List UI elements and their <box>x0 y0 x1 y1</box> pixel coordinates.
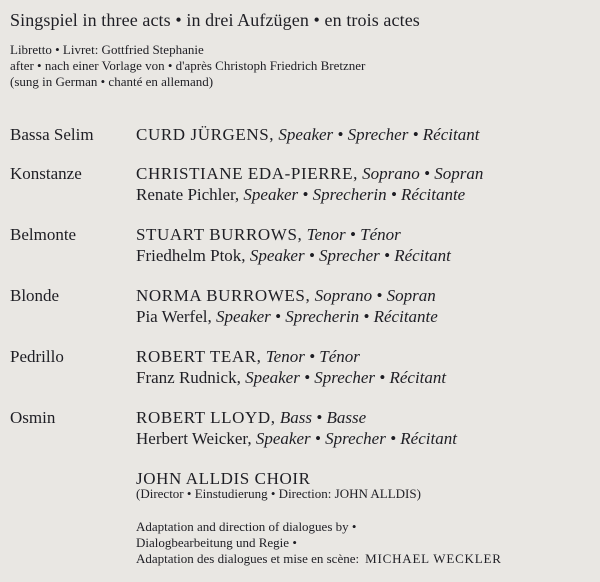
performer-line <box>136 307 438 327</box>
performer-line <box>136 246 451 266</box>
performer-name: Friedhelm Ptok, <box>136 246 246 265</box>
voice-type: Tenor • Ténor <box>265 347 360 366</box>
performer-name: NORMA BURROWES, <box>136 286 311 305</box>
performer-name: Herbert Weicker, <box>136 429 252 448</box>
choir-director: (Director • Einstudierung • Direction: JOHN ALLDIS) <box>136 486 421 501</box>
performer-line <box>136 225 401 245</box>
performer-name: STUART BURROWS, <box>136 225 303 244</box>
performer-name: CHRISTIANE EDA-PIERRE, <box>136 164 358 183</box>
libretto-line: (sung in German • chanté en allemand) <box>10 74 214 89</box>
subtitle: Singspiel in three acts • in drei Aufzügen • en trois actes <box>10 10 420 30</box>
adaptation-line: Adaptation and direction of dialogues by • <box>136 519 357 534</box>
role-name: Osmin <box>10 408 56 427</box>
performer-line <box>136 368 446 388</box>
role-name: Bassa Selim <box>10 125 94 144</box>
performer-name: Franz Rudnick, <box>136 368 241 387</box>
performer-line <box>136 408 366 428</box>
voice-type: Soprano • Sopran <box>362 164 484 183</box>
role-name: Pedrillo <box>10 347 64 366</box>
libretto-line: Libretto • Livret: Gottfried Stephanie <box>10 42 204 57</box>
voice-type: Speaker • Sprecher • Récitant <box>278 125 480 144</box>
voice-type: Soprano • Sopran <box>314 286 436 305</box>
adaptation-credit: MICHAEL WECKLER <box>365 551 502 566</box>
adaptation-line <box>136 551 502 567</box>
performer-line <box>136 286 436 306</box>
libretto-credits <box>10 42 365 90</box>
libretto-line: after • nach einer Vorlage von • d'après Christoph Friedrich Bretzner <box>10 58 366 73</box>
adaptation-line-text: Adaptation des dialogues et mise en scène: <box>136 551 360 566</box>
role-name: Belmonte <box>10 225 77 244</box>
voice-type: Bass • Basse <box>279 408 367 427</box>
voice-type: Tenor • Ténor <box>306 225 401 244</box>
adaptation-line: Dialogbearbeitung und Regie • <box>136 535 297 550</box>
performer-name: CURD JÜRGENS, <box>136 125 275 144</box>
performer-line <box>136 347 360 367</box>
choir-name: JOHN ALLDIS CHOIR <box>136 469 311 488</box>
voice-type: Speaker • Sprecher • Récitant <box>249 246 451 265</box>
performer-name: ROBERT LLOYD, <box>136 408 276 427</box>
performer-name: ROBERT TEAR, <box>136 347 262 366</box>
performer-line <box>136 429 457 449</box>
performer-line <box>136 125 479 145</box>
voice-type: Speaker • Sprecher • Récitant <box>255 429 457 448</box>
voice-type: Speaker • Sprecherin • Récitante <box>243 185 466 204</box>
performer-line <box>136 185 465 205</box>
voice-type: Speaker • Sprecherin • Récitante <box>216 307 438 326</box>
voice-type: Speaker • Sprecher • Récitant <box>245 368 447 387</box>
performer-line <box>136 164 483 184</box>
performer-name: Pia Werfel, <box>136 307 212 326</box>
role-name: Blonde <box>10 286 60 305</box>
performer-name: Renate Pichler, <box>136 185 240 204</box>
role-name: Konstanze <box>10 164 82 183</box>
